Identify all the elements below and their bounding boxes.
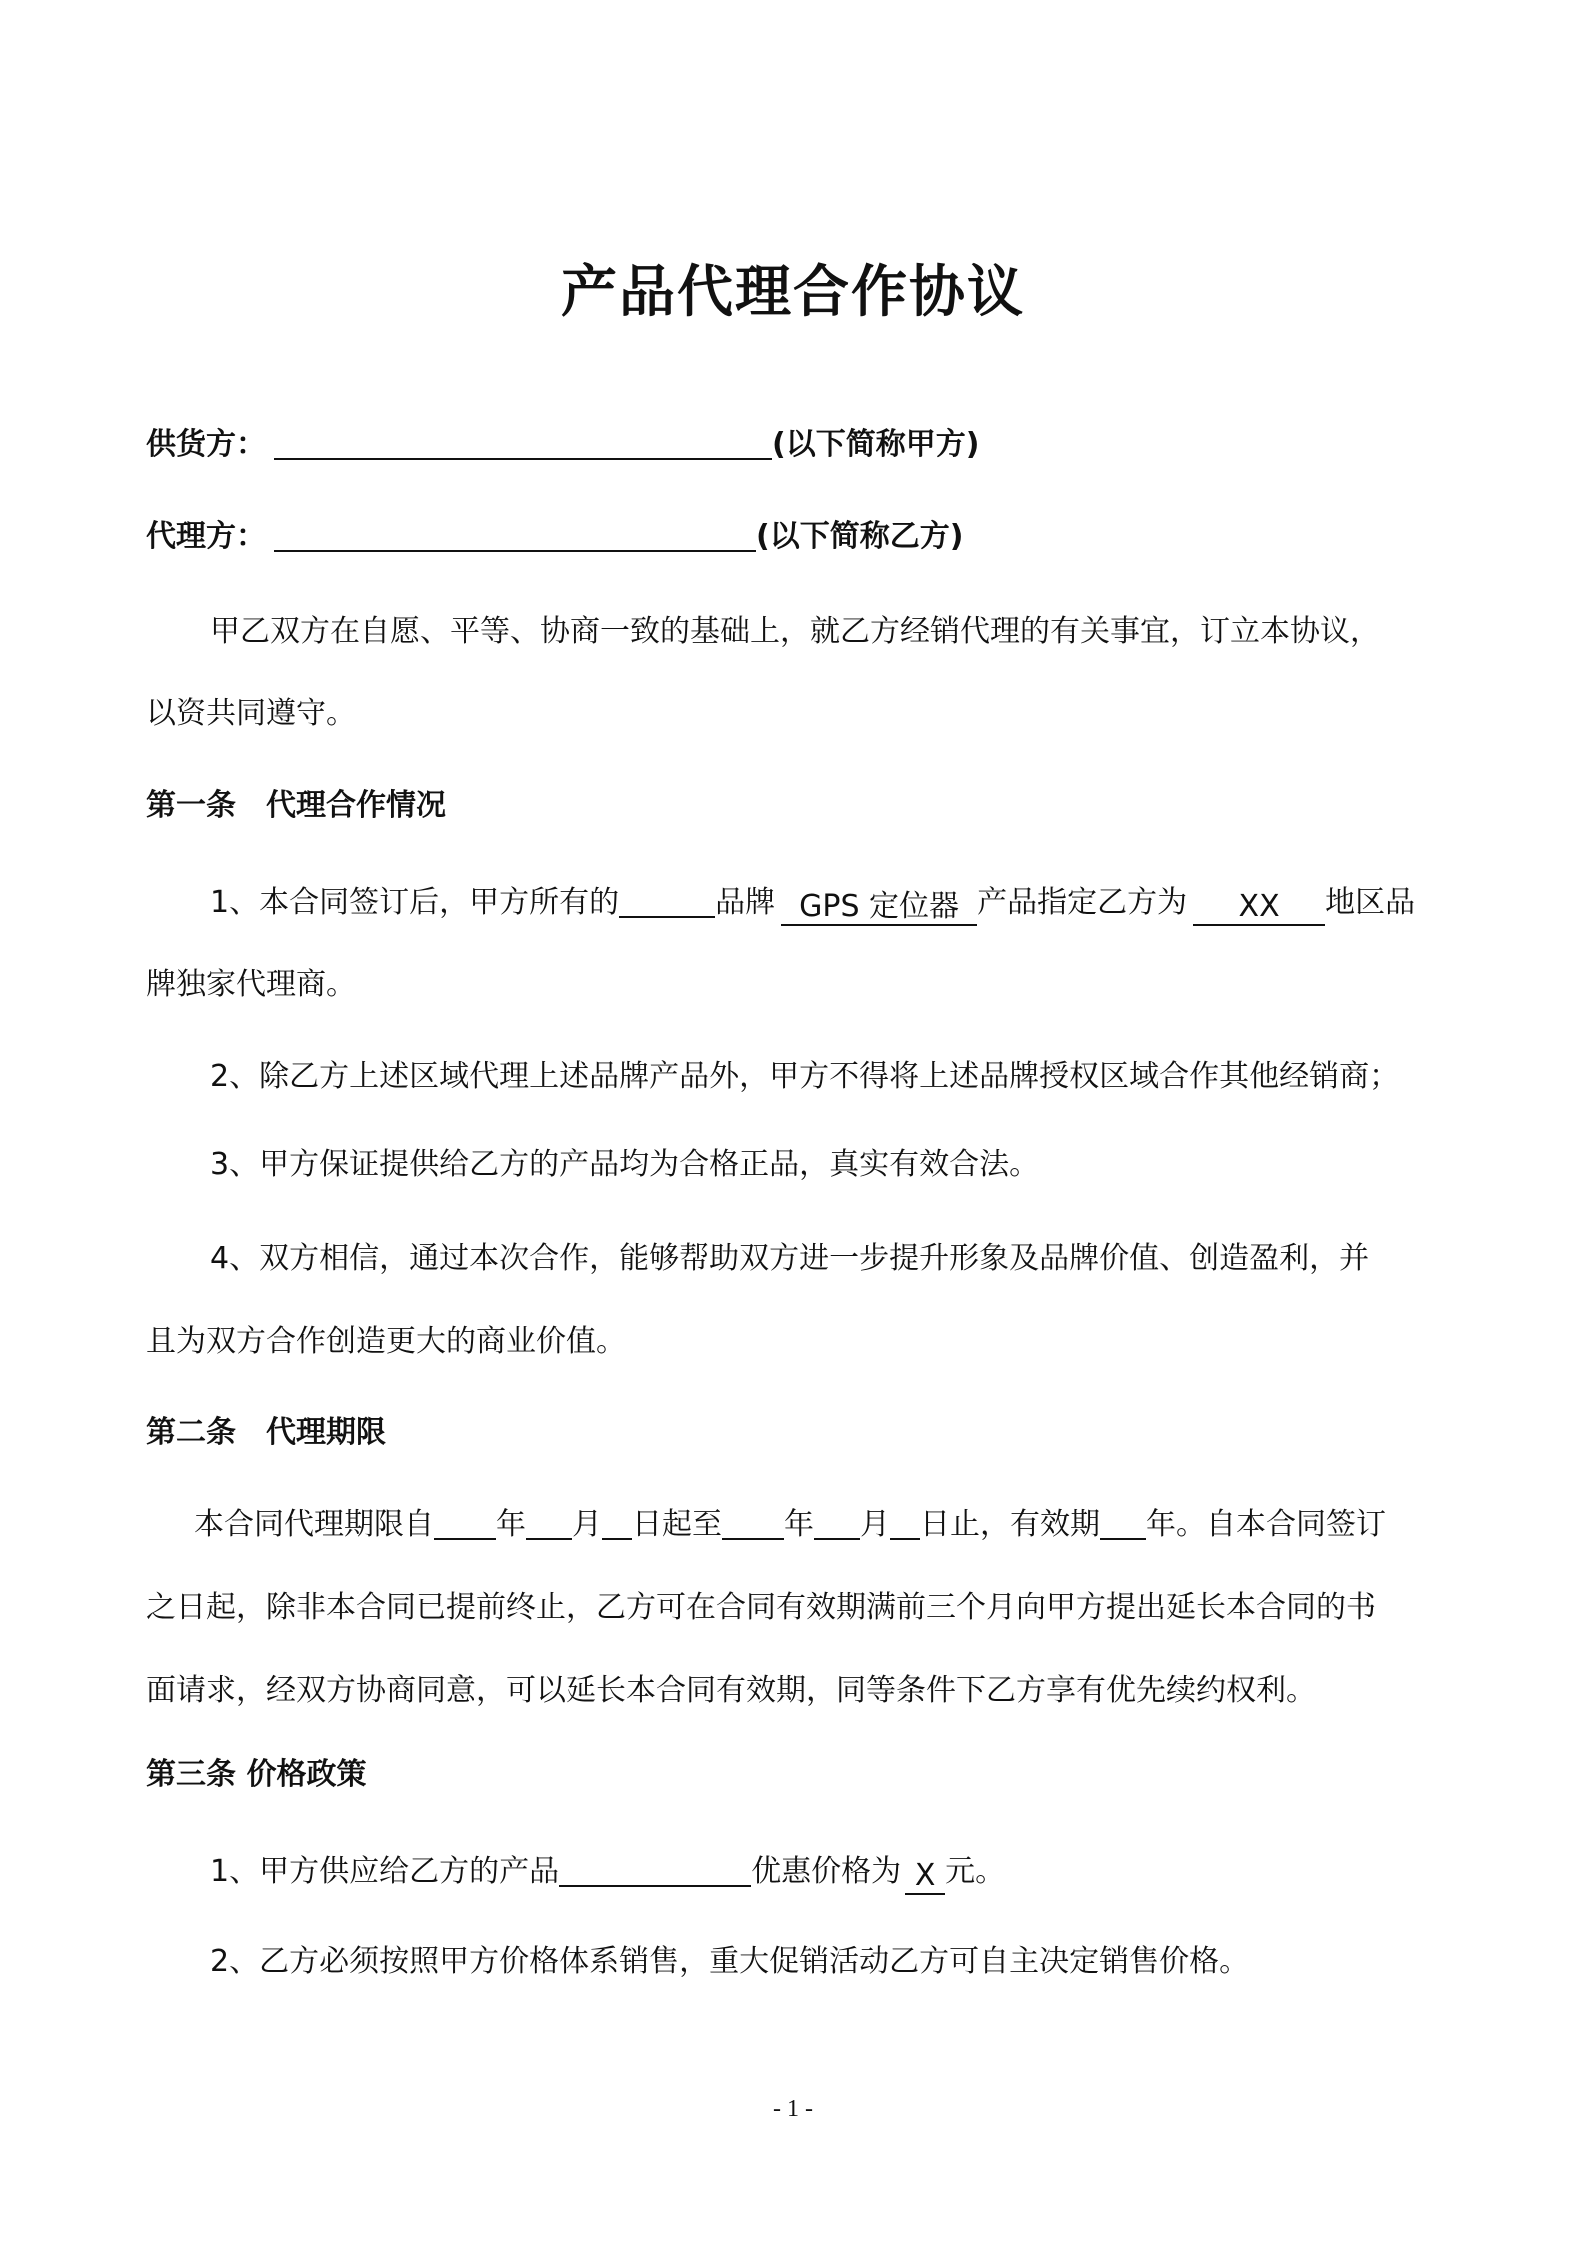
term-text-month: 月 [572, 1507, 602, 1542]
agent-note: (以下简称乙方) [756, 519, 964, 554]
article-1-item-1-text-a: 1、本合同签订后，甲方所有的 [210, 885, 620, 920]
agent-label: 代理方： [146, 519, 266, 554]
agent-name-blank [274, 520, 756, 552]
term-text-day-from: 日起至 [632, 1507, 722, 1542]
supplier-name-blank [274, 428, 772, 460]
term-text-years: 年。自本合同签订 [1146, 1507, 1386, 1542]
article-1-item-1-line-2: 牌独家代理商。 [146, 967, 356, 1002]
article-1-item-1-text-d: 地区品 [1325, 885, 1416, 920]
end-year-blank [722, 1508, 784, 1540]
article-1-item-1-text-c: 产品指定乙方为 [977, 885, 1188, 920]
start-day-blank [602, 1508, 632, 1540]
term-text-year: 年 [496, 1507, 526, 1542]
supplier-note: (以下简称甲方) [772, 427, 980, 462]
supplier-label: 供货方： [146, 427, 266, 462]
article-2-paragraph-line-2: 之日起，除非本合同已提前终止，乙方可在合同有效期满前三个月向甲方提出延长本合同的书 [146, 1590, 1376, 1625]
agent-line [146, 517, 963, 557]
article-1-item-4-line-2: 且为双方合作创造更大的商业价值。 [146, 1324, 626, 1359]
price-text-b: 优惠价格为 [751, 1854, 902, 1889]
article-3-item-2: 2、乙方必须按照甲方价格体系销售，重大促销活动乙方可自主决定销售价格。 [210, 1944, 1250, 1979]
article-3-item-1 [210, 1852, 1005, 1895]
product-field: GPS 定位器 [781, 890, 977, 926]
term-text-year-2: 年 [784, 1507, 814, 1542]
product-name-blank [559, 1855, 751, 1887]
price-text-a: 1、甲方供应给乙方的产品 [210, 1854, 560, 1889]
article-2-paragraph-line-3: 面请求，经双方协商同意，可以延长本合同有效期，同等条件下乙方享有优先续约权利。 [146, 1673, 1316, 1708]
intro-line-2: 以资共同遵守。 [146, 696, 356, 731]
document-title: 产品代理合作协议 [561, 260, 1025, 325]
article-1-item-1-text-b: 品牌 [715, 885, 776, 920]
brand-blank [619, 886, 715, 918]
term-text-month-2: 月 [860, 1507, 890, 1542]
article-2-heading: 第二条 代理期限 [146, 1415, 386, 1450]
region-field: XX [1193, 890, 1325, 926]
article-1-item-4-line-1: 4、双方相信，通过本次合作，能够帮助双方进一步提升形象及品牌价值、创造盈利，并 [210, 1241, 1370, 1276]
end-month-blank [814, 1508, 860, 1540]
intro-line-1: 甲乙双方在自愿、平等、协商一致的基础上，就乙方经销代理的有关事宜，订立本协议， [210, 614, 1380, 649]
article-1-item-1 [210, 883, 1415, 926]
page-number: - 1 - [773, 2096, 813, 2122]
price-text-c: 元。 [945, 1854, 1006, 1889]
term-text-start: 本合同代理期限自 [194, 1507, 434, 1542]
supplier-line [146, 425, 979, 465]
start-year-blank [434, 1508, 496, 1540]
start-month-blank [526, 1508, 572, 1540]
term-text-day-to: 日止，有效期 [920, 1507, 1100, 1542]
price-field: X [905, 1859, 945, 1895]
term-years-blank [1100, 1508, 1146, 1540]
article-1-heading: 第一条 代理合作情况 [146, 788, 446, 823]
article-1-item-2: 2、除乙方上述区域代理上述品牌产品外，甲方不得将上述品牌授权区域合作其他经销商； [210, 1059, 1400, 1094]
end-day-blank [890, 1508, 920, 1540]
article-2-paragraph-line-1 [194, 1505, 1386, 1545]
article-1-item-3: 3、甲方保证提供给乙方的产品均为合格正品，真实有效合法。 [210, 1147, 1040, 1182]
article-3-heading: 第三条 价格政策 [146, 1757, 367, 1792]
